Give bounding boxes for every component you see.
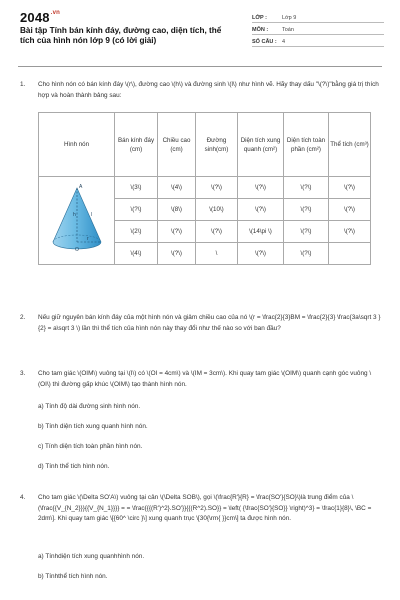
table-cell: \(?\) — [115, 199, 158, 221]
table-cell: \(?\) — [158, 243, 196, 265]
meta-label: MÔN : — [252, 27, 269, 33]
cone-table — [38, 112, 371, 265]
table-cell: \(?\) — [158, 221, 196, 243]
cone-figure — [45, 182, 109, 258]
table-cell: \(4\) — [115, 243, 158, 265]
question-2 — [0, 313, 400, 347]
table-cell: \(?\) — [238, 199, 284, 221]
table-cell: \(8\) — [158, 199, 196, 221]
table-cell: \(2\) — [115, 221, 158, 243]
figure-label: l — [90, 211, 92, 218]
meta-label: SỐ CÂU : — [252, 39, 277, 45]
sub-question: b) Tínhthể tích hình nón. — [38, 573, 108, 580]
site-logo[interactable] — [20, 10, 60, 25]
document-title: Bài tập Tính bán kính đáy, đường cao, diện tích, thể tích của hình nón lớp 9 (có lời giải) — [20, 26, 222, 45]
question-text: Cho hình nón có bán kính đáy \(r\), đường cao \(h\) và đường sinh \(l\) như hình vẽ. Hãy thay dấu "\(?\)"bằng giá trị thích hợp và hoàn thành bảng sau: — [38, 81, 379, 99]
figure-label: r — [86, 235, 89, 242]
meta-row-subject — [252, 23, 384, 35]
question-number: 3. — [20, 370, 26, 377]
figure-label: h — [72, 211, 76, 218]
column-header: Hình nón — [39, 113, 115, 177]
table-cell: \(?\) — [284, 199, 329, 221]
sub-question: c) Tính diện tích toàn phần hình nón. — [38, 443, 143, 450]
document-header — [0, 0, 400, 62]
meta-row-grade — [252, 11, 384, 23]
table-cell: \(?\) — [196, 177, 238, 199]
question-1 — [0, 80, 400, 110]
table-cell: \(?\) — [284, 221, 329, 243]
table-cell — [329, 243, 371, 265]
table-cell: \ — [196, 243, 238, 265]
table-cell: \(4\) — [158, 177, 196, 199]
table-cell: \(?\) — [284, 243, 329, 265]
column-header: Thể tích (cm³) — [329, 113, 371, 177]
meta-label: LỚP : — [252, 15, 267, 21]
question-text: Cho tam giác \(OIM\) vuông tại \(I\) có \(OI = 4cm\) và \(IM = 3cm\). Khi quay tam giác \(OIM\) quanh cạnh góc vuông \(OI\) thì đường gấp khúc \(OIM\) tạo thành hình nón. — [38, 370, 372, 388]
table-cell: \(14\pi \) — [238, 221, 284, 243]
column-header: Diện tích toàn phần (cm²) — [284, 113, 329, 177]
sub-question: b) Tính diện tích xung quanh hình nón. — [38, 423, 148, 430]
table-cell: \(?\) — [329, 221, 371, 243]
table-cell: \(?\) — [238, 243, 284, 265]
sub-question: a) Tính độ dài đường sinh hình nón. — [38, 403, 141, 410]
table-cell: \(?\) — [238, 177, 284, 199]
question-4 — [0, 493, 400, 541]
question-text: Cho tam giác \(\Delta SO'A\) vuông tại cân \(\Delta SOB\), gọi \(\frac{R'}{R} = \frac{SO'}{SO}\)là trung điểm của \(\frac{{V_{N_2}}}{{V_{N_1}}}} = = \frac{{{(R')^2}.SO'}}{{(R^2).SO}} = \left( {\frac{SO'}{SO}} \right)^3} = \frac{1}{8}\, \BC = 2dm\]. Khi quay tam giác \[{60^ \circ }\] xung quanh trục \[30{\rm{ }}cm\] ta được hình nón. — [38, 494, 372, 522]
meta-value: Toán — [282, 27, 294, 33]
table-cell: \(?\) — [284, 177, 329, 199]
question-number: 4. — [20, 494, 26, 501]
question-3 — [0, 369, 400, 393]
figure-label: A — [78, 183, 82, 190]
table-cell: \(3\) — [115, 177, 158, 199]
header-divider — [18, 66, 382, 67]
column-header: Đường sinh(cm) — [196, 113, 238, 177]
question-number: 1. — [20, 81, 26, 88]
figure-label: O — [74, 246, 79, 253]
meta-value: 4 — [282, 39, 286, 45]
sub-question: a) Tínhdiện tích xung quanhhình nón. — [38, 553, 145, 560]
table-header-row — [39, 113, 371, 177]
table-row — [39, 177, 371, 199]
table-cell: \(?\) — [196, 221, 238, 243]
column-header: Chiều cao (cm) — [158, 113, 196, 177]
document-meta — [252, 11, 384, 47]
logo-text: 2048 — [20, 10, 50, 25]
table-cell: \(?\) — [329, 199, 371, 221]
meta-row-count — [252, 35, 384, 47]
question-text: Nếu giữ nguyên bán kính đáy của một hình nón và giảm chiều cao của nó \(r = \frac{2}{3}BM = \frac{2}{3} \frac{3a\sqrt 3 }{2} = a\sqrt 3 \) lần thì thể tích của hình nón này thay đổi như thế nào so với ban đầu? — [38, 314, 381, 332]
table-cell: \(10\) — [196, 199, 238, 221]
logo-tld: .vn — [50, 10, 61, 16]
column-header: Diện tích xung quanh (cm²) — [238, 113, 284, 177]
column-header: Bán kính đáy (cm) — [115, 113, 158, 177]
question-number: 2. — [20, 314, 26, 321]
table-cell: \(?\) — [329, 177, 371, 199]
meta-value: Lớp 9 — [282, 15, 297, 21]
sub-question: d) Tính thể tích hình nón. — [38, 463, 110, 470]
cone-figure-cell — [39, 177, 115, 265]
